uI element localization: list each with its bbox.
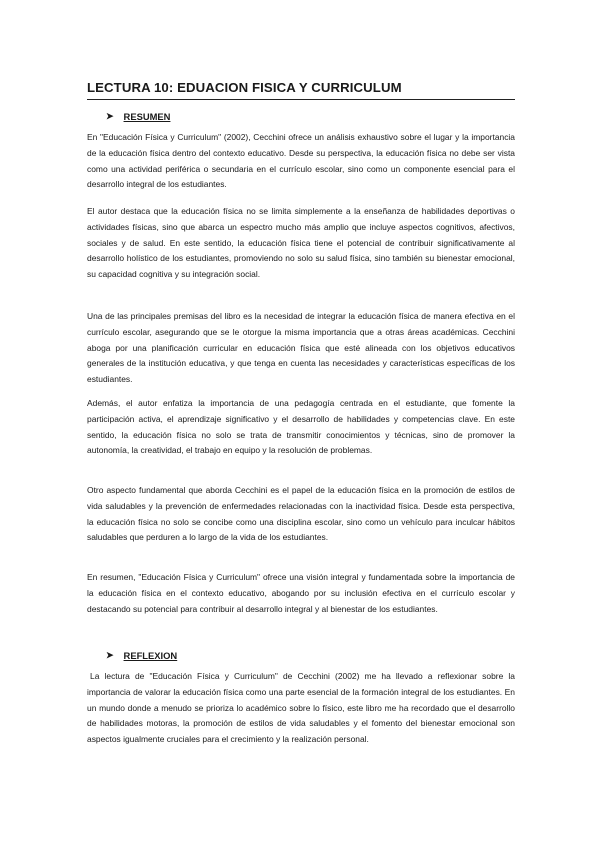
resumen-paragraph-3: Una de las principales premisas del libro es la necesidad de integrar la educación física de manera efectiva en el currículo escolar, asegurando que se le otorgue la misma importancia que a otras áreas académicas. Cecchini aboga por una planificación curricular en educación física que esté alineada con los objetivos educativos generales de la institución educativa, y que tenga en cuenta las necesidades y características específicas de los estudiantes. [87, 311, 515, 385]
arrowhead-bullet-icon: ➤ [106, 111, 114, 121]
resumen-paragraph-2: El autor destaca que la educación física no se limita simplemente a la enseñanza de habilidades deportivas o actividades físicas, sino que abarca un espectro mucho más amplio que incluye aspectos cognitivos, afectivos, sociales y de salud. En este sentido, la educación física tiene el potencial de contribuir significativamente al desarrollo holístico de los estudiantes, promoviendo no solo su salud física, sino también su bienestar emocional, su capacidad cognitiva y su integración social. [87, 206, 515, 280]
section-heading-label: RESUMEN [123, 111, 171, 122]
section-heading-reflexion [106, 650, 177, 661]
resumen-paragraph-6: En resumen, "Educación Física y Curriculum" ofrece una visión integral y fundamentada sobre la importancia de la educación física en el contexto educativo, abogando por su inclusión efectiva en el currículo escolar y destacando su potencial para contribuir al desarrollo integral y al bienestar de los estudiantes. [87, 572, 515, 614]
arrowhead-bullet-icon: ➤ [106, 650, 114, 660]
resumen-paragraph-1: En "Educación Física y Curriculum" (2002), Cecchini ofrece un análisis exhaustivo sobre el lugar y la importancia de la educación física dentro del contexto educativo. Desde su perspectiva, la educación física no debe ser vista como una actividad periférica o secundaria en el currículo escolar, sino como un componente esencial para el desarrollo integral de los estudiantes. [87, 132, 515, 190]
reflexion-paragraph-1: La lectura de "Educación Física y Curriculum" de Cecchini (2002) me ha llevado a reflexionar sobre la importancia de valorar la educación física como una parte esencial de la formación integral de los estudiantes. En un mundo donde a menudo se prioriza lo académico sobre lo físico, este libro me ha recordado que el desarrollo de habilidades motoras, la promoción de estilos de vida saludables y el fomento del bienestar emocional son aspectos igualmente cruciales para el crecimiento y la realización personal. [87, 671, 515, 745]
resumen-paragraph-5: Otro aspecto fundamental que aborda Cecchini es el papel de la educación física en la promoción de estilos de vida saludables y la prevención de enfermedades relacionadas con la inactividad física. Desde esta perspectiva, la educación física no solo se concibe como una disciplina escolar, sino como un vehículo para inculcar hábitos saludables que perduren a lo largo de la vida de los estudiantes. [87, 485, 515, 543]
section-heading-resumen [106, 111, 170, 122]
page-title: LECTURA 10: EDUACION FISICA Y CURRICULUM [87, 80, 515, 100]
section-heading-label: REFLEXION [123, 650, 178, 661]
resumen-paragraph-4: Además, el autor enfatiza la importancia de una pedagogía centrada en el estudiante, que fomente la participación activa, el aprendizaje significativo y el desarrollo de habilidades y competencias clave. En este sentido, la educación física no solo se trata de transmitir conocimientos y técnicas, sino de promover la autonomía, la creatividad, el trabajo en equipo y la resolución de problemas. [87, 398, 515, 456]
